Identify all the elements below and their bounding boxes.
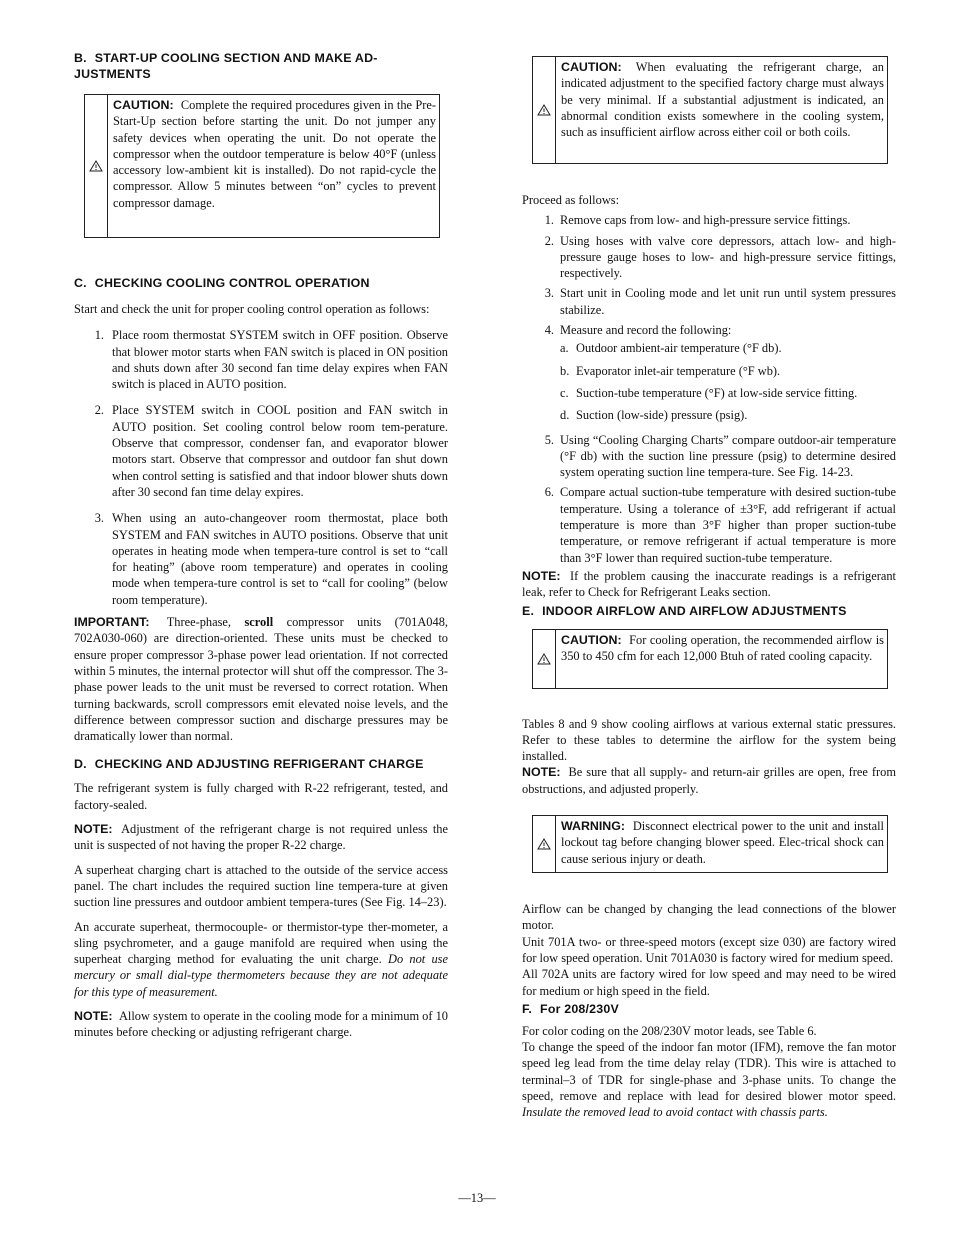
item-text: When using an auto-changeover room thermostat, place both SYSTEM and FAN switches in AUTO positions. Observe that unit operates in heating mode when tempera-ture control is set to “call for heating” (above room temperature) and operates in cooling mode when tempera-ture control is set to “call for cooling” (below room temperature). <box>112 511 448 607</box>
cooling-control-steps <box>74 327 448 608</box>
paragraph-body: To change the speed of the indoor fan motor (IFM), remove the fan motor speed leg lead from the time delay relay (TDR). This wire is attached to terminal–3 of TDR for single-phase and 3-phase units. To change the speed, remove and replace with lead for desired blower motor speed. <box>522 1040 896 1103</box>
item-letter: a. <box>560 341 569 356</box>
item-number: 1. <box>94 328 104 343</box>
item-text: Evaporator inlet-air temperature (°F wb). <box>576 363 781 378</box>
caution-text <box>108 95 439 237</box>
note-label: NOTE: <box>522 568 561 583</box>
item-number: 2. <box>544 233 554 248</box>
section-letter: C. <box>74 276 87 290</box>
paragraph: The refrigerant system is fully charged with R-22 refrigerant, tested, and factory-sealed. <box>74 781 448 812</box>
item-number: 6. <box>544 485 554 500</box>
paragraph <box>74 919 448 1000</box>
item-letter: c. <box>560 385 569 400</box>
note-body: Be sure that all supply- and return-air grilles are open, free from obstructions, and adjusted properly. <box>522 765 896 796</box>
important-paragraph <box>74 614 448 744</box>
important-pre: Three-phase, <box>166 615 232 630</box>
section-title: CHECKING COOLING CONTROL OPERATION <box>94 276 370 290</box>
paragraph: Proceed as follows: <box>522 193 620 207</box>
paragraph: For color coding on the 208/230V motor leads, see Table 6. <box>522 1023 817 1038</box>
list-item <box>560 363 896 379</box>
list-item <box>74 510 448 608</box>
item-text: Place SYSTEM switch in COOL position and FAN switch in AUTO position. Set cooling control below room tem-perature. Observe that compressor, condenser fan, and evaporator blower motors start. Observe that compressor and outdoor fan shut down when control setting is satisfied and that indoor blower shuts down after 30 second fan time delay expires. <box>112 403 448 499</box>
item-text: Using hoses with valve core depressors, attach low- and high-pressure gauge hoses to low- and high-pressure service fittings, respectively. <box>560 233 896 281</box>
item-text: Suction-tube temperature (°F) at low-side service fitting. <box>576 385 858 400</box>
warning-triangle-icon <box>533 57 556 163</box>
caution-text <box>556 630 887 688</box>
note-body: If the problem causing the inaccurate readings is a refrigerant leak, refer to Check for Refrigerant Leaks section. <box>522 568 897 600</box>
item-number: 5. <box>544 432 554 447</box>
warning-body: Disconnect electrical power to the unit and install lockout tag before changing blower speed. Elec-trical shock can cause serious injury or death. <box>561 819 884 866</box>
important-label: IMPORTANT: <box>74 615 150 630</box>
section-letter: E. <box>522 603 535 618</box>
section-letter: F. <box>522 1001 533 1016</box>
caution-label: CAUTION: <box>113 98 174 112</box>
charge-steps <box>522 212 896 338</box>
paragraph-body: An accurate superheat, thermocouple- or thermistor-type ther-mometer, a sling psychrometer, and a gauge manifold are required when using the superheat charging method for evaluating the unit charge. <box>74 919 448 967</box>
item-text: Place room thermostat SYSTEM switch in OFF position. Observe that blower motor starts when FAN switch is placed in ON position and shuts down after 30 second fan time delay expires when FAN switch is placed in AUTO position. <box>112 328 448 392</box>
charge-steps-continued <box>522 432 896 566</box>
item-letter: b. <box>560 363 570 378</box>
section-title: START-UP COOLING SECTION AND MAKE AD-JUSTMENTS <box>74 51 378 81</box>
list-item <box>560 407 896 423</box>
important-bold: scroll <box>244 615 274 630</box>
item-number: 4. <box>544 323 554 338</box>
section-b-heading <box>74 50 448 82</box>
list-item <box>522 285 896 318</box>
caution-label: CAUTION: <box>561 60 622 74</box>
caution-text <box>556 57 887 163</box>
warning-triangle-icon <box>85 95 108 237</box>
section-letter: B. <box>74 51 87 65</box>
item-number: 3. <box>544 286 554 301</box>
item-number: 1. <box>544 213 554 228</box>
section-c-heading <box>74 275 448 291</box>
paragraph: Tables 8 and 9 show cooling airflows at various external static pressures. Refer to these tables to determine the airflow for the system being installed. <box>522 716 896 764</box>
item-number: 2. <box>94 403 104 418</box>
warning-triangle-icon <box>533 630 556 688</box>
paragraph <box>522 1039 896 1120</box>
warning-label: WARNING: <box>561 819 626 834</box>
item-number: 3. <box>94 511 104 526</box>
section-title: INDOOR AIRFLOW AND AIRFLOW ADJUSTMENTS <box>542 603 847 618</box>
list-item <box>74 327 448 392</box>
note-paragraph <box>74 821 448 854</box>
item-text: Start unit in Cooling mode and let unit run until system pressures stabilize. <box>560 286 896 317</box>
item-text: Using “Cooling Charging Charts” compare outdoor-air temperature (°F db) with the suction line pressure (psig) to determine desired system operating suction line tempera-ture. See Fig. 14-23. <box>560 432 896 480</box>
section-title: CHECKING AND ADJUSTING REFRIGERANT CHARGE <box>94 757 424 772</box>
note-paragraph <box>522 568 896 601</box>
list-item <box>522 484 896 565</box>
paragraph: A superheat charging chart is attached to the outside of the service access panel. The chart includes the required suction line tempera-ture at given suction line pressures and outdoor ambient tempera-tures (See Fig. 14–23). <box>74 862 448 910</box>
note-label: NOTE: <box>74 1008 113 1023</box>
list-item <box>522 212 896 228</box>
section-f-heading <box>522 1001 896 1017</box>
item-text: Compare actual suction-tube temperature with desired suction-tube temperature. Using a tolerance of ±3°F, add refrigerant if actual temperature is more than 3°F higher than proper suction-tube temperature, or remove refrigerant if actual temperature is more than 3°F lower than required suction-tube temperature. <box>560 485 896 565</box>
section-e-heading <box>522 603 896 619</box>
page-number: —13— <box>458 1191 496 1205</box>
paragraph-italic: Insulate the removed lead to avoid contact with chassis parts. <box>522 1105 828 1120</box>
caution-box <box>84 94 440 238</box>
caution-box <box>532 56 888 164</box>
section-title: For 208/230V <box>540 1001 619 1016</box>
note-body: Allow system to operate in the cooling mode for a minimum of 10 minutes before checking or adjusting refrigerant charge. <box>74 1008 448 1040</box>
note-paragraph <box>522 764 896 797</box>
caution-label: CAUTION: <box>561 632 622 647</box>
note-paragraph <box>74 1008 448 1041</box>
caution-body: For cooling operation, the recommended airflow is 350 to 450 cfm for each 12,000 Btuh of rated cooling capacity. <box>561 632 884 663</box>
left-column <box>74 50 448 1041</box>
measurement-substeps <box>560 340 896 423</box>
list-item <box>560 340 896 356</box>
paragraph: All 702A units are factory wired for low speed and may need to be wired for medium or high speed in the field. <box>522 967 896 998</box>
paragraph: Airflow can be changed by changing the lead connections of the blower motor. <box>522 902 896 933</box>
section-d-heading <box>74 756 448 772</box>
item-letter: d. <box>560 408 570 423</box>
warning-box <box>532 815 888 873</box>
section-letter: D. <box>74 757 87 772</box>
warning-triangle-icon <box>533 816 556 872</box>
list-item <box>522 233 896 282</box>
caution-box <box>532 629 888 689</box>
note-label: NOTE: <box>74 822 113 837</box>
item-text: Outdoor ambient-air temperature (°F db). <box>576 341 782 356</box>
item-text: Remove caps from low- and high-pressure service fittings. <box>560 213 851 228</box>
list-item <box>522 322 896 338</box>
paragraph-italic: Do not use mercury or small dial-type thermometers because they are not adequate for this type of measurement. <box>74 952 448 999</box>
item-text: Suction (low-side) pressure (psig). <box>576 408 748 423</box>
note-body: Adjustment of the refrigerant charge is not required unless the unit is suspected of not having the proper R-22 charge. <box>74 822 448 853</box>
list-item <box>74 402 448 500</box>
caution-body: Complete the required procedures given in the Pre-Start-Up section before starting the unit. Do not jumper any safety devices when operating the unit. Do not operate the compressor when the outdoor temperature is below 40°F (unless accessory low-ambient kit is installed). Do not rapid-cycle the compressor. Allow 5 minutes between “on” cycles to prevent compressor damage. <box>113 98 436 210</box>
warning-text <box>556 816 887 872</box>
list-item <box>560 385 896 401</box>
list-item <box>522 432 896 481</box>
right-column <box>522 56 896 1121</box>
paragraph: Start and check the unit for proper cooling control operation as follows: <box>74 302 430 316</box>
paragraph: Unit 701A two- or three-speed motors (except size 030) are factory wired for low speed operation. Unit 701A030 is factory wired for medium speed. <box>522 934 896 965</box>
note-label: NOTE: <box>522 765 561 780</box>
item-text: Measure and record the following: <box>560 323 732 338</box>
caution-body: When evaluating the refrigerant charge, an indicated adjustment to the specified factory charge must always be very minimal. If a substantial adjustment is indicated, an abnormal condition exists somewhere in the cooling system, such as insufficient airflow across either coil or both coils. <box>561 60 884 140</box>
important-body: compressor units (701A048, 702A030-060) are direction-oriented. These units must be checked to ensure proper compressor 3-phase power lead orientation. If not corrected within 5 minutes, the internal protector will shut off the compressor. The 3-phase power leads to the unit must be reversed to correct rotation. When turning backwards, scroll compressors emit elevated noise levels, and the difference between compressor suction and discharge pressures may be dramatically lower than normal. <box>74 615 448 744</box>
